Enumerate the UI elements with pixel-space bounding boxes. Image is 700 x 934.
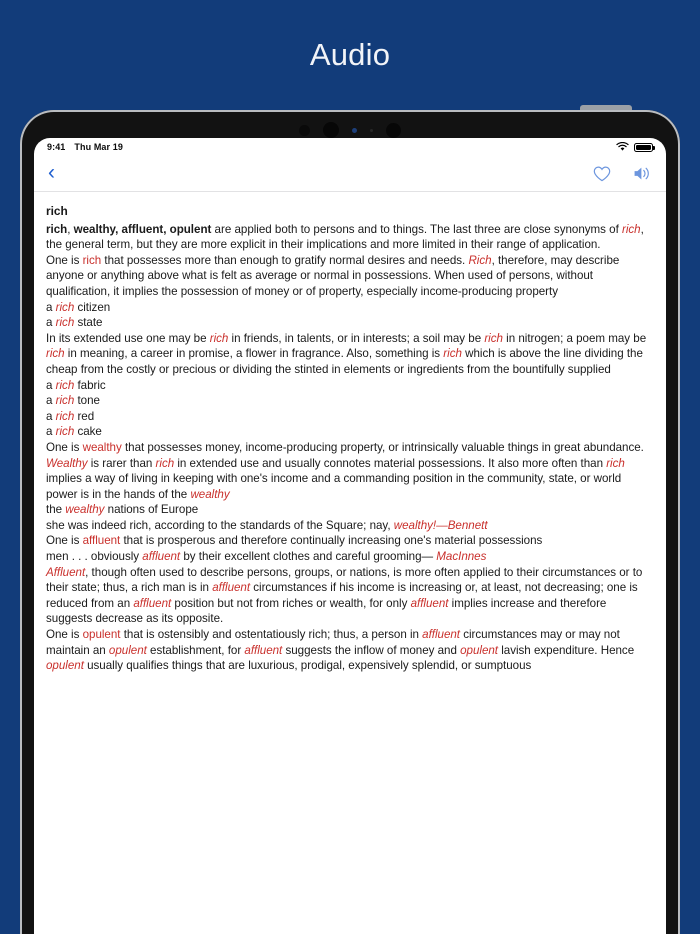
power-button[interactable] <box>580 105 632 112</box>
example-rich-tone: a rich tone <box>46 394 100 408</box>
affluent-discussion: Affluent, though often used to describe persons, groups, or nations, is more often applied to their circumstances or to their state; thus, a rich man is in affluent circumstances if his income is increasing or, at least, not decreasing; one is reduced from an affluent position but not from riches or wealth, for only affluent implies increase and therefore suggests decrease as its opposite. <box>46 565 643 626</box>
affluent-definition: One is affluent that is prosperous and therefore continually increasing one's material possessions <box>46 534 543 548</box>
example-rich-fabric: a rich fabric <box>46 378 106 392</box>
battery-icon <box>634 143 653 152</box>
status-bar <box>34 138 666 156</box>
dictionary-entry <box>34 192 666 674</box>
example-rich-cake: a rich cake <box>46 425 102 439</box>
heart-outline-icon[interactable] <box>593 166 611 182</box>
wifi-icon <box>616 142 629 152</box>
sensor-dot-icon <box>299 125 310 136</box>
example-power-wealthy: power is in the hands of the wealthy <box>46 487 230 501</box>
indicator-light-icon <box>352 128 357 133</box>
navigation-bar <box>34 156 666 192</box>
rich-extended-use: In its extended use one may be rich in friends, in talents, or in interests; a soil may be rich in nitrogen; a poem may be rich in meaning, a career in promise, a flower in fragrance. Also, something is rich which is above the line dividing the cheap from the costly or precious or dividing the stinted in elements or ingredients from the bountifully supplied <box>46 331 647 376</box>
status-time: 9:41 <box>47 142 66 152</box>
example-wealthy-nations: the wealthy nations of Europe <box>46 503 199 517</box>
sensor-dot-icon <box>386 123 401 138</box>
example-rich-state: a rich state <box>46 316 103 330</box>
entry-body <box>46 222 654 674</box>
quote-macinnes: men . . . obviously affluent by their excellent clothes and careful grooming— MacInnes <box>46 550 487 564</box>
navigation-actions <box>593 165 652 182</box>
tablet-screen <box>34 138 666 934</box>
status-indicators <box>616 142 653 152</box>
status-date: Thu Mar 19 <box>74 142 123 152</box>
entry-headword: rich <box>46 204 68 218</box>
opulent-definition: One is opulent that is ostensibly and ostentatiously rich; thus, a person in affluent circumstances may or may not maintain an opulent establishment, for affluent suggests the inflow of money and opulent lavish expenditure. Hence opulent usually qualifies things that are luxurious, prodigal, expensively splendid, or sumptuous <box>46 628 635 673</box>
back-button[interactable]: ‹ <box>48 161 55 184</box>
example-rich-citizen: a rich citizen <box>46 300 111 314</box>
example-rich-red: a rich red <box>46 409 95 423</box>
rich-definition: One is rich that possesses more than enough to gratify normal desires and needs. Rich, therefore, may describe anyone or anything above what is felt as average or normal in possessions. When used of persons, without qualification, it implies the possession of money or of property, especially income-producing property <box>46 253 620 298</box>
front-camera-icon <box>323 122 339 138</box>
promo-title: Audio <box>309 37 391 72</box>
speaker-wave-icon[interactable] <box>633 165 652 182</box>
tablet-device-frame <box>20 110 680 934</box>
microphone-icon <box>370 129 373 132</box>
wealthy-definition: One is wealthy that possesses money, income-producing property, or intrinsically valuable things in great abundance. Wealthy is rarer than rich in extended use and usually connotes material possessions. It also more often than rich implies a way of living in keeping with one's income and a commanding position in the community, state, or world <box>46 440 644 486</box>
synonym-list: rich, wealthy, affluent, opulent are applied both to persons and to things. The last three are close synonyms of rich, the general term, but they are more explicit in their implications and more limited in their range of application. <box>46 222 644 252</box>
quote-bennett: she was indeed rich, according to the standards of the Square; nay, wealthy!—Bennett <box>46 518 488 532</box>
